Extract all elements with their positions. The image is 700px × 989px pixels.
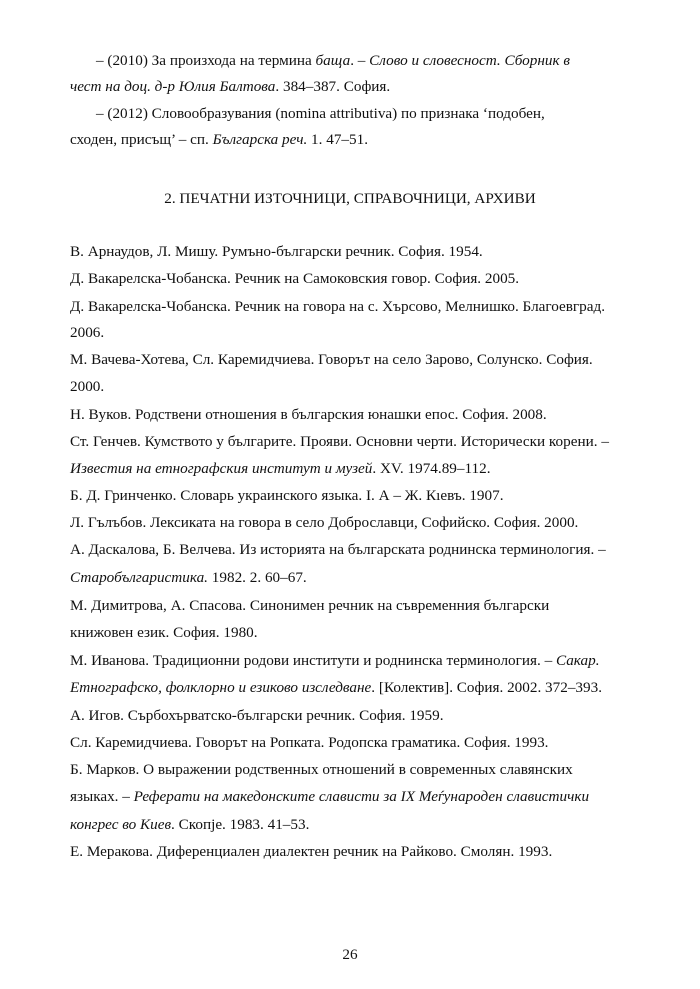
bibliography-line: конгрес во Киев. Скопје. 1983. 41–53. — [70, 816, 310, 833]
bibliography-line: 2000. — [70, 378, 105, 395]
bibliography-line: В. Арнаудов, Л. Мишу. Румъно-български речник. София. 1954. — [70, 243, 483, 260]
bibliography-line: книжовен език. София. 1980. — [70, 624, 258, 641]
bibliography-line: 2006. — [70, 324, 105, 341]
bibliography-line: Н. Вуков. Родствени отношения в българския юнашки епос. София. 2008. — [70, 406, 547, 423]
bibliography-line: Етнографско, фолклорно и езиково изследване. [Колектив]. София. 2002. 372–393. — [70, 679, 602, 696]
bibliography-line: Д. Вакарелска-Чобанска. Речник на говора на с. Хърсово, Мелнишко. Благоевград. — [70, 298, 606, 315]
bibliography-line: Сл. Каремидчиева. Говорът на Ропката. Родопска граматика. София. 1993. — [70, 734, 549, 751]
bibliography-line: Д. Вакарелска-Чобанска. Речник на Самоковския говор. София. 2005. — [70, 270, 520, 287]
bibliography-line: чест на доц. д-р Юлия Балтова. 384–387. София. — [70, 78, 391, 95]
bibliography-line: А. Даскалова, Б. Велчева. Из историята на българската роднинска терминология. – — [70, 541, 606, 558]
bibliography-line: А. Игов. Сърбохърватско-български речник. София. 1959. — [70, 707, 444, 724]
bibliography-line: Е. Меракова. Диференциален диалектен речник на Райково. Смолян. 1993. — [70, 843, 553, 860]
bibliography-line: Старобългаристика. 1982. 2. 60–67. — [70, 569, 307, 586]
bibliography-line: М. Вачева-Хотева, Сл. Каремидчиева. Говорът на село Зарово, Солунско. София. — [70, 351, 593, 368]
page-number: 26 — [342, 946, 358, 963]
bibliography-line: языках. – Реферати на македонските слависти за IX Меѓународен славистички — [70, 788, 590, 805]
bibliography-line: Л. Гълъбов. Лексиката на говора в село Доброславци, Софийско. София. 2000. — [70, 514, 579, 531]
bibliography-line: – (2012) Словообразувания (nomina attributiva) по признака ‘подобен, — [96, 105, 545, 122]
bibliography-line: Б. Д. Гринченко. Словарь украинского языка. I. А – Ж. Кıевъ. 1907. — [70, 487, 504, 504]
bibliography-line: – (2010) За произхода на термина баща. – Слово и словесност. Сборник в — [96, 52, 570, 69]
bibliography-line: Ст. Генчев. Кумството у българите. Прояви. Основни черти. Исторически корени. – — [70, 433, 609, 450]
bibliography-line: сходен, присъщ’ – сп. Българска реч. 1. 47–51. — [70, 131, 368, 148]
section-heading: 2. ПЕЧАТНИ ИЗТОЧНИЦИ, СПРАВОЧНИЦИ, АРХИВИ — [164, 190, 536, 207]
bibliography-line: Известия на етнографския институт и музей. XV. 1974.89–112. — [70, 460, 491, 477]
bibliography-line: М. Иванова. Традиционни родови институти и роднинска терминология. – Сакар. — [70, 652, 600, 669]
bibliography-line: М. Димитрова, А. Спасова. Синонимен речник на съвременния български — [70, 597, 550, 614]
bibliography-line: Б. Марков. О выражении родственных отношений в современных славянских — [70, 761, 573, 778]
